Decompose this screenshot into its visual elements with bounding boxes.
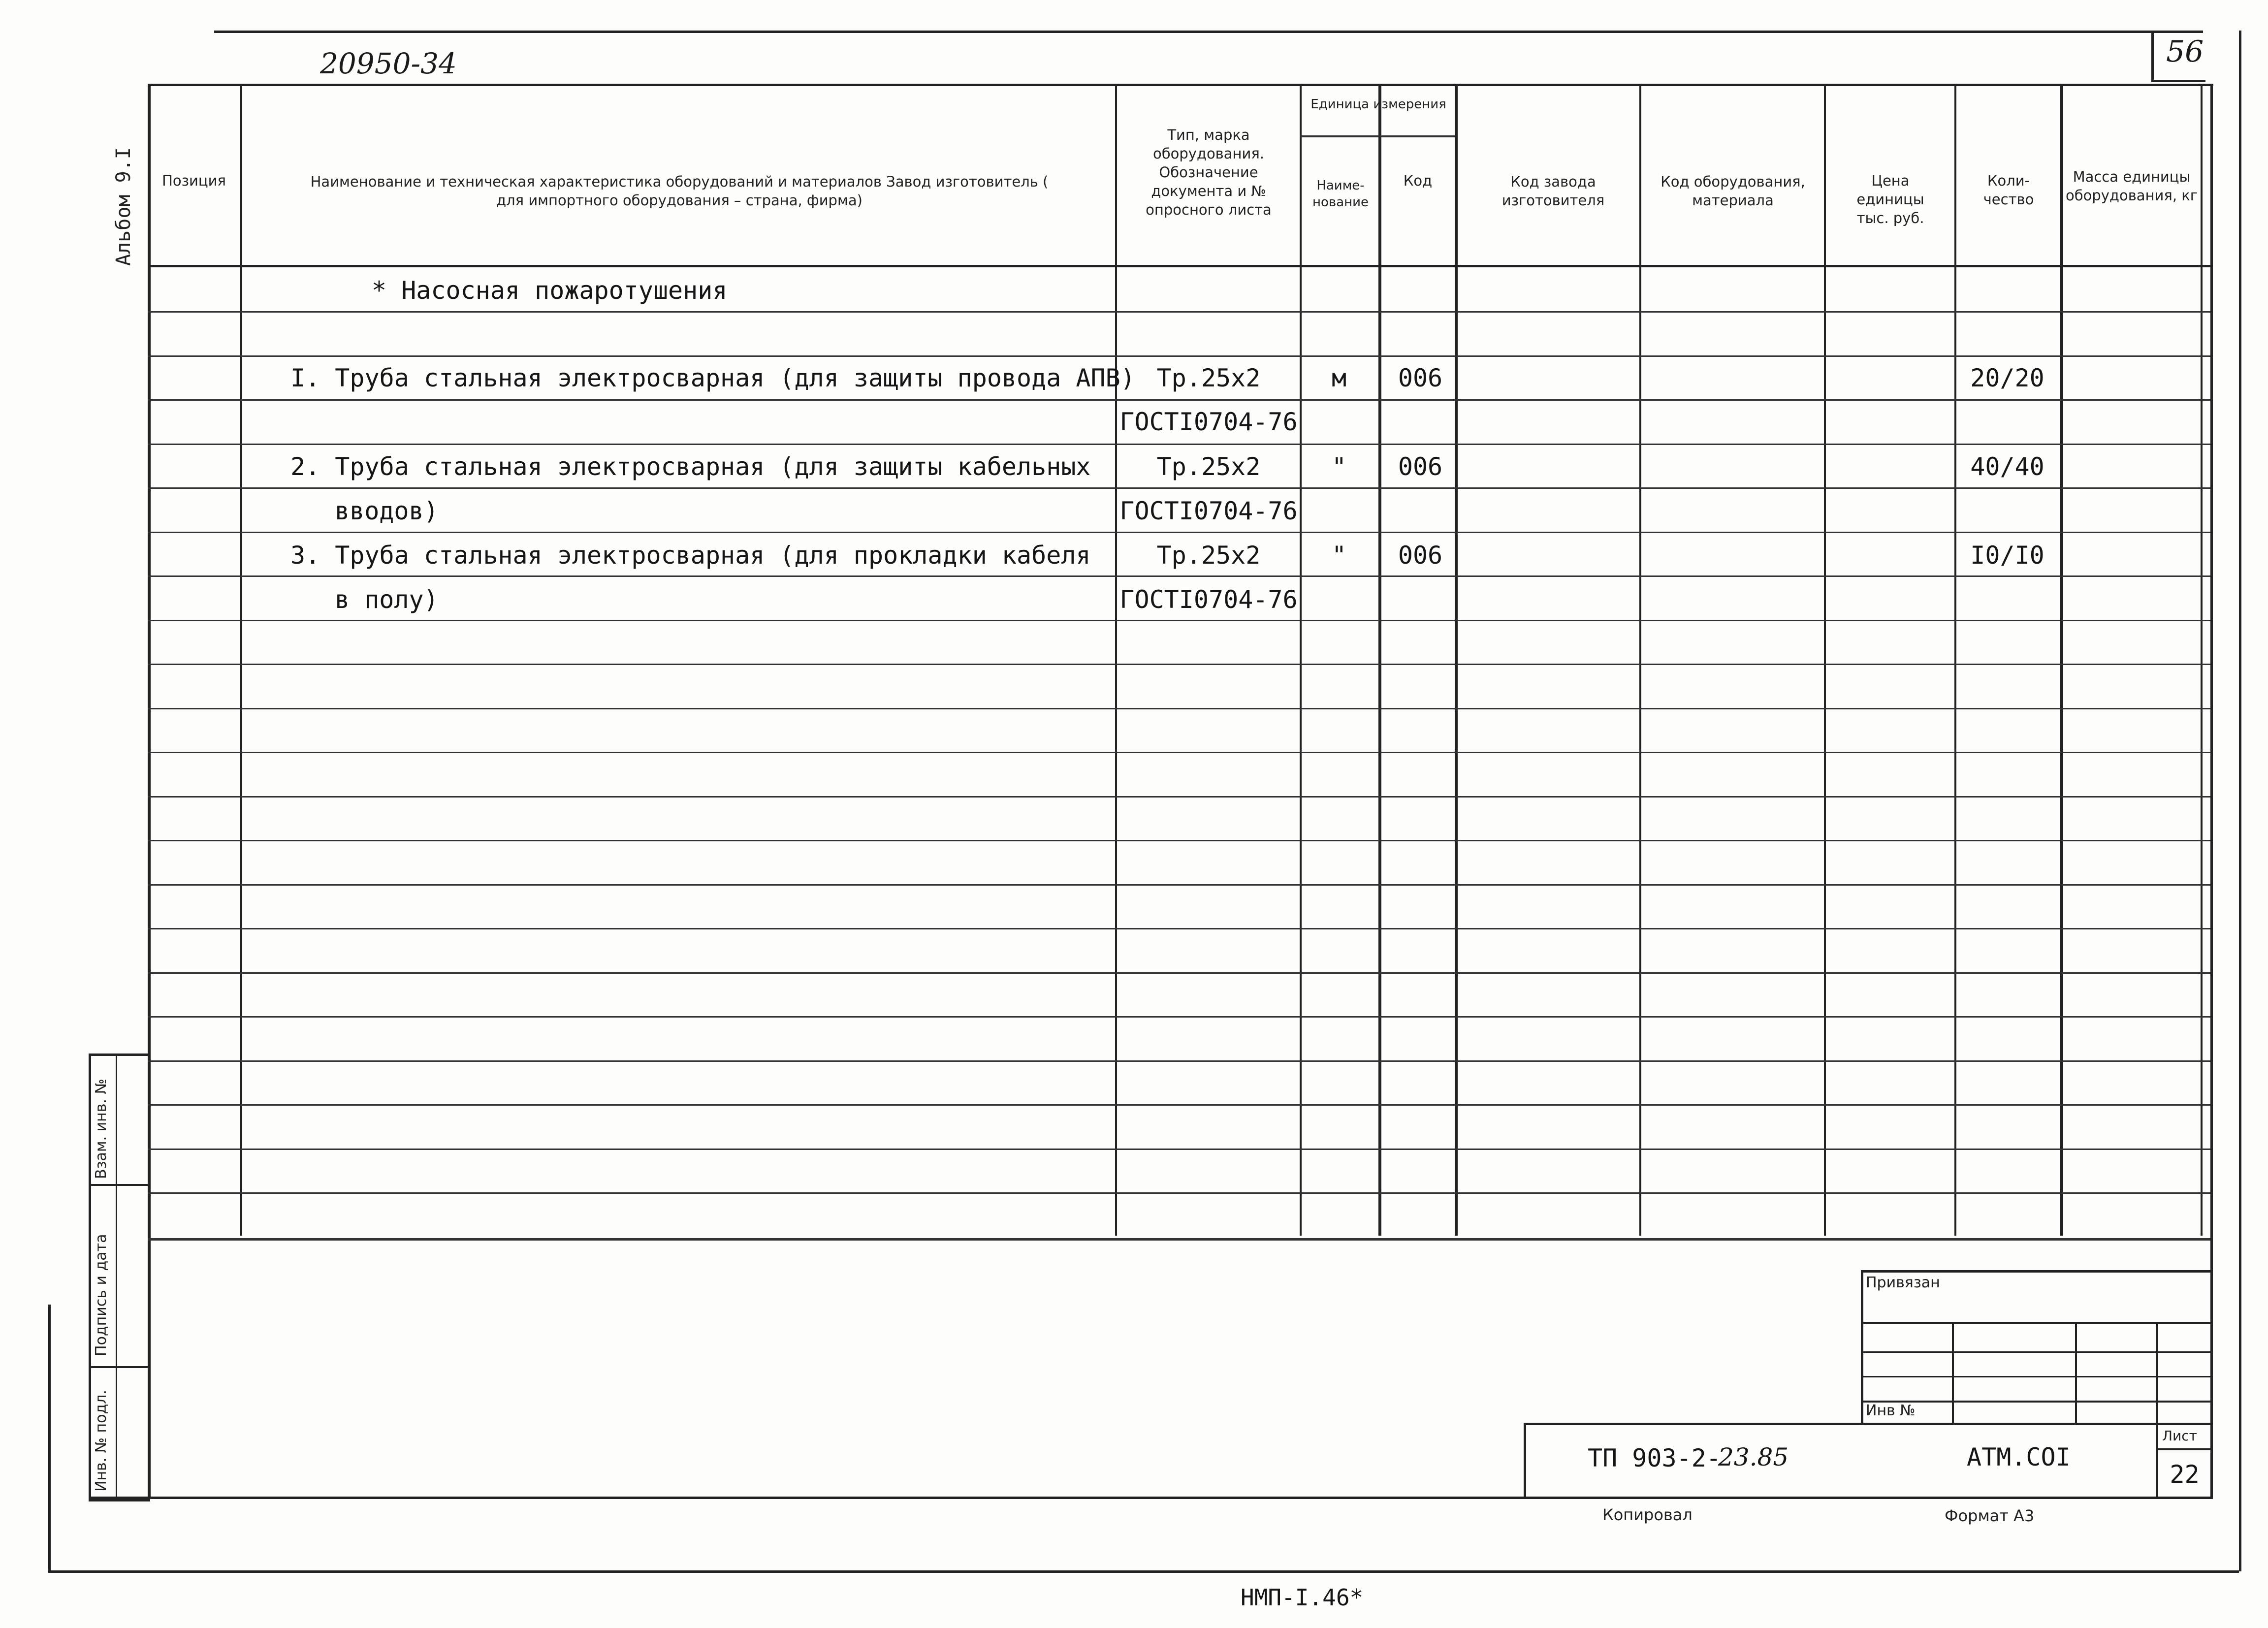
header-name: Наименование и техническая характеристика оборудований и материалов Завод изготовитель ( для импортного оборудования – страна, фирма) bbox=[310, 173, 1049, 209]
col-line-type bbox=[1300, 84, 1302, 1236]
row-3-unit: " bbox=[1331, 541, 1347, 570]
linked-label: Привязан bbox=[1866, 1274, 1940, 1291]
album-label: Альбом 9.I bbox=[112, 147, 135, 266]
row-rule bbox=[148, 1016, 2210, 1018]
header-bottom-line bbox=[148, 265, 2210, 267]
row-2-unit: " bbox=[1331, 452, 1347, 481]
row-2-code: 006 bbox=[1398, 452, 1443, 481]
binding-strip-divider-vertical bbox=[116, 1053, 117, 1499]
row-rule bbox=[148, 575, 2210, 577]
row-3-name-cont: в полу) bbox=[335, 585, 439, 614]
section-title: * Насосная пожаротушения bbox=[372, 276, 728, 305]
col-line-position bbox=[240, 84, 242, 1236]
format-label: Формат А3 bbox=[1945, 1506, 2035, 1525]
header-quantity: Коли-чество bbox=[1983, 172, 2034, 208]
row-rule bbox=[148, 399, 2210, 401]
header-type: Тип, марка оборудования. Обозначение документа и № опросного листа bbox=[1146, 127, 1272, 218]
header-position: Позиция bbox=[162, 172, 226, 189]
row-rule bbox=[148, 840, 2210, 841]
sheet-line bbox=[2156, 1448, 2210, 1450]
frame-top-line bbox=[214, 31, 2203, 33]
col-line-equipment-code bbox=[1824, 84, 1826, 1236]
header-unit: Единица измерения bbox=[1310, 97, 1446, 112]
row-rule bbox=[148, 884, 2210, 886]
row-3-quantity: I0/I0 bbox=[1970, 541, 2044, 570]
row-rule bbox=[148, 620, 2210, 621]
row-3-standard: ГОСТI0704-76 bbox=[1119, 585, 1298, 614]
col-line-price bbox=[1954, 84, 1956, 1236]
doc-code-handwritten: 23.85 bbox=[1718, 1443, 1789, 1471]
row-rule bbox=[148, 1149, 2210, 1150]
row-rule bbox=[148, 972, 2210, 974]
sheet-vline bbox=[2156, 1423, 2158, 1497]
stamp-number: НМП-I.46* bbox=[1241, 1584, 1364, 1611]
col-line-quantity bbox=[2060, 84, 2063, 1236]
frame-left-line bbox=[48, 1305, 51, 1570]
row-2-name-cont: вводов) bbox=[335, 497, 439, 525]
row-rule bbox=[148, 708, 2210, 709]
row-1-code: 006 bbox=[1398, 364, 1443, 392]
binding-strip-divider-1 bbox=[89, 1184, 148, 1186]
page-number-handwritten: 56 bbox=[2166, 34, 2204, 69]
row-rule bbox=[148, 1192, 2210, 1194]
document-number-handwritten: 20950-34 bbox=[320, 47, 457, 80]
header-price: Цена единицы тыс. руб. bbox=[1856, 172, 1924, 226]
row-rule bbox=[148, 355, 2210, 357]
replaced-inv-label: Взам. инв. № bbox=[93, 1079, 110, 1179]
sign-date-label: Подпись и дата bbox=[93, 1234, 110, 1356]
col-line-unit-code bbox=[1455, 84, 1458, 1236]
row-2-standard: ГОСТI0704-76 bbox=[1119, 497, 1298, 525]
doc-code: ТП 903-2- bbox=[1588, 1444, 1721, 1472]
row-rule bbox=[148, 487, 2210, 489]
row-1-type: Тр.25х2 bbox=[1156, 364, 1261, 392]
row-rule bbox=[148, 928, 2210, 929]
row-rule bbox=[148, 796, 2210, 798]
copied-label: Копировал bbox=[1602, 1505, 1693, 1524]
row-rule bbox=[148, 752, 2210, 753]
frame-bottom-line bbox=[48, 1570, 2239, 1573]
linked-vline-1 bbox=[1952, 1322, 1954, 1423]
row-1-quantity: 20/20 bbox=[1970, 364, 2044, 392]
header-unit-code: Код bbox=[1403, 172, 1433, 189]
row-2-type: Тр.25х2 bbox=[1156, 452, 1261, 481]
frame-right-line bbox=[2239, 31, 2241, 1571]
linked-vline-2 bbox=[2075, 1322, 2077, 1423]
lower-frame-left bbox=[148, 1241, 151, 1497]
row-rule bbox=[148, 444, 2210, 445]
row-3-type: Тр.25х2 bbox=[1156, 541, 1261, 570]
col-line-factory-code bbox=[1639, 84, 1641, 1236]
header-mass: Масса единицы оборудования, кг bbox=[2065, 168, 2198, 204]
header-unit-name: Наиме-нование bbox=[1312, 178, 1369, 210]
linked-vline-3 bbox=[2156, 1322, 2158, 1423]
binding-strip-divider-2 bbox=[89, 1366, 148, 1368]
header-equipment-code: Код оборудования, материала bbox=[1661, 173, 1805, 209]
row-rule bbox=[148, 311, 2210, 313]
row-rule bbox=[148, 664, 2210, 665]
unit-header-divider bbox=[1300, 135, 1455, 137]
col-line-mass bbox=[2201, 84, 2203, 1236]
row-1-name: I. Труба стальная электросварная (для защиты провода АПВ) bbox=[290, 364, 1135, 392]
row-3-name: 3. Труба стальная электросварная (для прокладки кабеля bbox=[290, 541, 1091, 570]
col-line-name bbox=[1115, 84, 1117, 1236]
row-rule bbox=[148, 532, 2210, 533]
inv-no-label: Инв № bbox=[1866, 1402, 1916, 1419]
row-2-name: 2. Труба стальная электросварная (для защиты кабельных bbox=[290, 452, 1091, 481]
row-rule bbox=[148, 1104, 2210, 1106]
row-1-unit: м bbox=[1331, 364, 1347, 392]
row-2-quantity: 40/40 bbox=[1970, 452, 2044, 481]
drawing-mark: АТМ.COI bbox=[1967, 1443, 2071, 1471]
col-line-unit-name bbox=[1378, 84, 1381, 1236]
sheet-number: 22 bbox=[2170, 1460, 2200, 1489]
row-rule bbox=[148, 1060, 2210, 1062]
header-factory-code: Код завода изготовителя bbox=[1501, 173, 1605, 209]
sheet-label: Лист bbox=[2162, 1428, 2197, 1444]
row-3-code: 006 bbox=[1398, 541, 1443, 570]
inv-original-label: Инв. № подл. bbox=[93, 1390, 110, 1492]
table-bottom-rule bbox=[148, 1238, 2210, 1241]
row-1-standard: ГОСТI0704-76 bbox=[1119, 408, 1298, 436]
